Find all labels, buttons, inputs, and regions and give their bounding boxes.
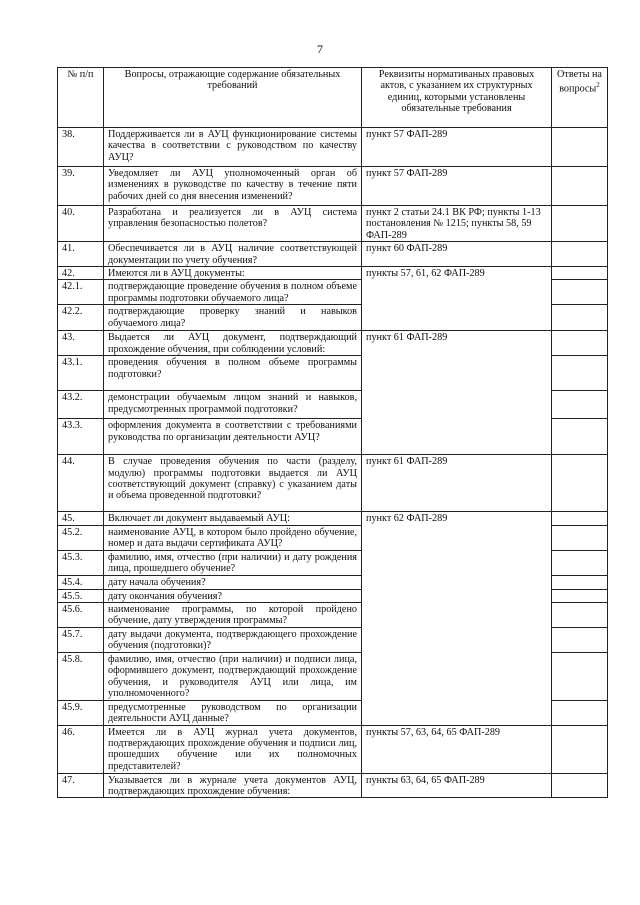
row-question: наименование АУЦ, в котором было пройдено обучение, номер и дата выдачи сертификата АУЦ? [104,525,362,550]
row-question: В случае проведения обучения по части (разделу, модулю) программы подготовки выдается ли АУЦ соответствующий документ (справку) с указанием даты и объема проведенной подготовки? [104,455,362,512]
answer-cell[interactable] [552,725,608,773]
row-question: дату начала обучения? [104,575,362,589]
row-number: 41. [58,242,104,267]
header-num: № п/п [58,68,104,128]
row-requisites: пункт 57 ФАП-289 [362,167,552,206]
row-number: 43.1. [58,356,104,391]
row-number: 45.5. [58,589,104,602]
row-question: оформления документа в соответствии с требованиями руководства по организации деятельности АУЦ? [104,419,362,455]
row-question: Указывается ли в журнале учета документов АУЦ, подтверждающих прохождение обучения: [104,773,362,798]
row-number: 44. [58,455,104,512]
row-number: 42.2. [58,305,104,331]
table-row [58,206,608,242]
table-header-row [58,68,608,128]
answer-cell[interactable] [552,652,608,700]
row-question: демонстрации обучаемым лицом знаний и навыков, предусмотренных программой подготовки? [104,391,362,419]
table-row [58,331,608,356]
answer-cell[interactable] [552,280,608,305]
answer-cell[interactable] [552,356,608,391]
answer-cell[interactable] [552,603,608,628]
row-question: фамилию, имя, отчество (при наличии) и подписи лица, оформившего документ, подтверждающий прохождение обучения, и руководителя АУЦ или лица, им уполномоченного? [104,652,362,700]
row-number: 42. [58,267,104,280]
row-number: 39. [58,167,104,206]
row-number: 38. [58,128,104,167]
answer-cell[interactable] [552,267,608,280]
row-number: 45.2. [58,525,104,550]
row-question: Обеспечивается ли в АУЦ наличие соответствующей документации по учету обучения? [104,242,362,267]
answer-cell[interactable] [552,206,608,242]
answer-cell[interactable] [552,575,608,589]
row-number: 45.6. [58,603,104,628]
answer-cell[interactable] [552,628,608,653]
row-requisites: пункт 57 ФАП-289 [362,128,552,167]
table-row [58,773,608,798]
header-answers-label: Ответы на вопросы [557,69,602,95]
row-requisites: пункты 63, 64, 65 ФАП-289 [362,773,552,798]
row-requisites: пункты 57, 63, 64, 65 ФАП-289 [362,725,552,773]
row-requisites: пункты 57, 61, 62 ФАП-289 [362,267,552,331]
answer-cell[interactable] [552,167,608,206]
answer-cell[interactable] [552,773,608,798]
row-number: 42.1. [58,280,104,305]
table-row [58,512,608,525]
table-row [58,128,608,167]
row-question: наименование программы, по которой пройдено обучение, дату утверждения программы? [104,603,362,628]
row-question: предусмотренные руководством по организации деятельности АУЦ данные? [104,700,362,725]
answer-cell[interactable] [552,512,608,525]
answer-cell[interactable] [552,525,608,550]
row-question: Включает ли документ выдаваемый АУЦ: [104,512,362,525]
header-answers [552,68,608,128]
row-number: 40. [58,206,104,242]
row-number: 45. [58,512,104,525]
row-requisites: пункт 62 ФАП-289 [362,512,552,725]
answer-cell[interactable] [552,305,608,331]
footnote-marker: 2 [596,81,600,90]
row-number: 43.2. [58,391,104,419]
row-question: дату окончания обучения? [104,589,362,602]
row-number: 43. [58,331,104,356]
row-number: 43.3. [58,419,104,455]
answer-cell[interactable] [552,455,608,512]
row-question: Имеется ли в АУЦ журнал учета документов, подтверждающих прохождение обучения и подписи лиц, прошедших обучение или их полномочных представителей? [104,725,362,773]
answer-cell[interactable] [552,128,608,167]
table-row [58,167,608,206]
row-question: фамилию, имя, отчество (при наличии) и дату рождения лица, прошедшего обучение? [104,550,362,575]
header-requisites: Реквизиты нормативаных правовых актов, с указанием их структурных единиц, которыми установлены обязательные требования [362,68,552,128]
answer-cell[interactable] [552,419,608,455]
row-question: проведения обучения в полном объеме программы подготовки? [104,356,362,391]
row-question: Выдается ли АУЦ документ, подтверждающий прохождение обучения, при соблюдении условий: [104,331,362,356]
row-number: 45.8. [58,652,104,700]
row-number: 46. [58,725,104,773]
row-question: Уведомляет ли АУЦ уполномоченный орган об изменениях в руководстве по качеству в течение пяти рабочих дней со дня внесения изменений? [104,167,362,206]
row-question: Имеются ли в АУЦ документы: [104,267,362,280]
answer-cell[interactable] [552,700,608,725]
answer-cell[interactable] [552,550,608,575]
answer-cell[interactable] [552,331,608,356]
row-question: подтверждающие проведение обучения в полном объеме программы подготовки обучаемого лица? [104,280,362,305]
checklist-table [57,67,608,798]
row-question: дату выдачи документа, подтверждающего прохождение обучения (подготовки)? [104,628,362,653]
page-number: 7 [317,42,323,56]
row-number: 45.3. [58,550,104,575]
row-number: 45.4. [58,575,104,589]
table-row [58,242,608,267]
row-question: Поддерживается ли в АУЦ функционирование системы качества в соответствии с руководством по качеству АУЦ? [104,128,362,167]
row-requisites: пункт 61 ФАП-289 [362,331,552,455]
row-requisites: пункт 60 ФАП-289 [362,242,552,267]
answer-cell[interactable] [552,391,608,419]
row-question: подтверждающие проверку знаний и навыков обучаемого лица? [104,305,362,331]
table-row [58,267,608,280]
row-number: 45.7. [58,628,104,653]
answer-cell[interactable] [552,242,608,267]
row-number: 45.9. [58,700,104,725]
table-row [58,725,608,773]
answer-cell[interactable] [552,589,608,602]
table-row [58,455,608,512]
header-question: Вопросы, отражающие содержание обязательных требований [104,68,362,128]
row-requisites: пункт 2 статьи 24.1 ВК РФ; пункты 1-13 постановления № 1215; пункты 58, 59 ФАП-289 [362,206,552,242]
row-requisites: пункт 61 ФАП-289 [362,455,552,512]
row-number: 47. [58,773,104,798]
row-question: Разработана и реализуется ли в АУЦ система управления безопасностью полетов? [104,206,362,242]
